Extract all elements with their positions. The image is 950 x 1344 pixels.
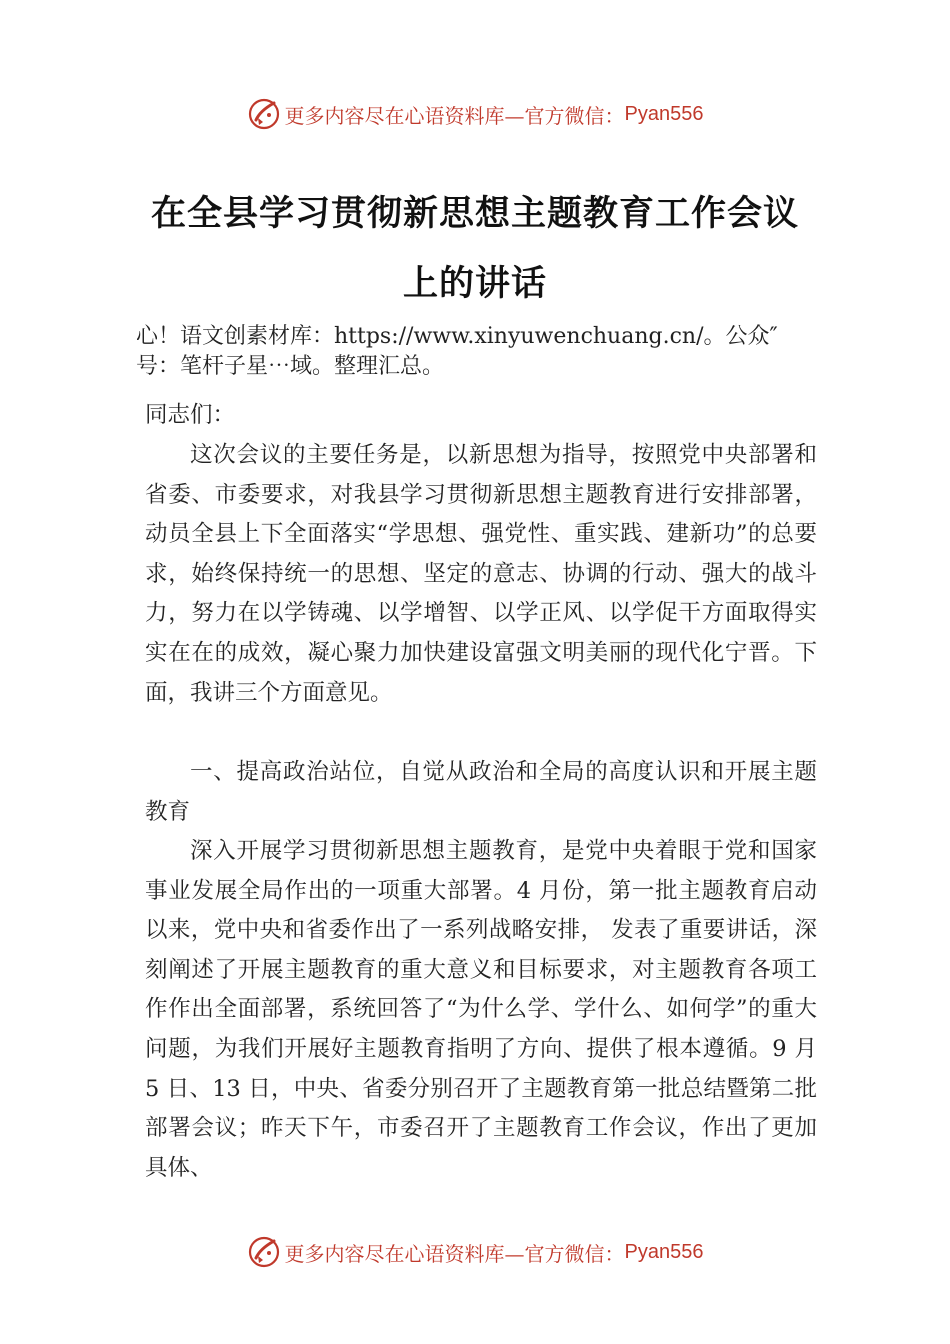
footer-wechat-id: Pyan556 <box>624 1240 704 1263</box>
section-heading-1-text: 一、提高政治站位，自觉从政治和全局的高度认识和开展主题教育 <box>145 759 817 825</box>
paragraph-1 <box>145 436 817 713</box>
footer-banner-text: 更多内容尽在心语资料库—官方微信： <box>284 1241 625 1266</box>
footer-banner <box>0 1232 950 1272</box>
paragraph-1-text: 这次会议的主要任务是，以新思想为指导，按照党中央部署和省委、市委要求，对我县学习贯彻新思想主题教育进行安排部署，动员全县上下全面落实“学思想、强党性、重实践、建新功”的总要求，始终保持统一的思想、坚定的意志、协调的行动、强大的战斗力，努力在以学铸魂、以学增智、以学正风、以学促干方面取得实实在在的成效，凝心聚力加快建设富强文明美丽的现代化宁晋。下面，我讲三个方面意见。 <box>145 442 817 706</box>
section-heading-1 <box>145 753 817 832</box>
header-banner-text: 更多内容尽在心语资料库—官方微信： <box>284 103 625 128</box>
document-title-line1: 在全县学习贯彻新思想主题教育工作会议 <box>150 193 799 234</box>
source-note: 心！语文创素材库：https://www.xinyuwenchuang.cn/。公众″号：笔杆子星⋯域。整理汇总。 <box>136 324 778 379</box>
header-wechat-id: Pyan556 <box>624 102 704 125</box>
paragraph-2-text: 深入开展学习贯彻新思想主题教育，是党中央着眼于党和国家事业发展全局作出的一项重大部署。4 月份，第一批主题教育启动以来，党中央和省委作出了一系列战略安排， 发表了重要讲话，深刻阐述了开展主题教育的重大意义和目标要求，对主题教育各项工作作出全面部署，系统回答了“为什么学、学什么、如何学”的重大问题，为我们开展好主题教育指明了方向、提供了根本遵循。9 月 5 日、13 日，中央、省委分别召开了主题教育第一批总结暨第二批部署会议；昨天下午，市委召开了主题教育工作会议，作出了更加具体、 <box>145 838 817 1181</box>
document-title-line2: 上的讲话 <box>402 263 547 304</box>
header-banner <box>0 94 950 134</box>
greeting: 同志们： <box>145 402 236 428</box>
brush-logo-icon <box>247 97 281 131</box>
brush-logo-icon <box>247 1235 281 1269</box>
paragraph-2 <box>145 832 817 1188</box>
